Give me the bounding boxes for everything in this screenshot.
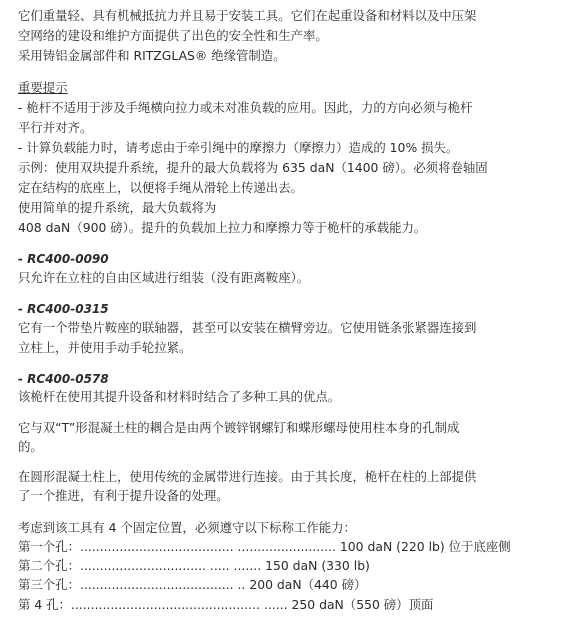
paragraph-1-line-2: 的。 [18,439,43,454]
important-line-7: 408 daN（900 磅）。提升的负载加上拉力和摩擦力等于桅杆的承载能力。 [18,220,427,235]
capacity-row-2: 第二个孔：................................ ..... ....... 150 daN (330 lb) [18,558,370,573]
capacity-row-3: 第三个孔：....................................... .. 200 daN（440 磅） [18,577,367,592]
intro-line-3: 采用铸铝金属部件和 RITZGLAS® 绝缘管制造。 [18,48,286,63]
important-line-1: - 桅杆不适用于涉及手绳横向拉力或未对准负载的应用。因此，力的方向必须与桅杆 [18,100,473,115]
model-0578-line-1: 该桅杆在使用其提升设备和材料时结合了多种工具的优点。 [18,389,341,404]
capacity-intro: 考虑到该工具有 4 个固定位置，必须遵守以下标称工作能力： [18,520,356,535]
important-line-2: 平行并对齐。 [18,120,93,135]
model-0315-line-2: 立柱上，并使用手动手轮拉紧。 [18,340,192,355]
important-heading: 重要提示 [18,80,68,95]
important-line-4: 示例：使用双块提升系统，提升的最大负载将为 635 daN（1400 磅）。必须将卷轴固 [18,160,488,175]
intro-line-1: 它们重量轻、具有机械抵抗力并且易于安装工具。它们在起重设备和材料以及中压架 [18,8,477,23]
capacity-row-1: 第一个孔：....................................... ......................... 100 daN (220 lb) 位于底座侧 [18,539,511,554]
model-code-0090: - RC400-0090 [18,252,109,266]
important-line-6: 使用简单的提升系统，最大负载将为 [18,200,217,215]
model-0315-line-1: 它有一个带垫片鞍座的联轴器，甚至可以安装在横臂旁边。它使用链条张紧器连接到 [18,320,477,335]
paragraph-2-line-2: 了一个推进，有利于提升设备的处理。 [18,488,229,503]
model-0090-line-1: 只允许在立柱的自由区域进行组装（没有距离鞍座）。 [18,270,310,285]
important-line-3: - 计算负载能力时，请考虑由于牵引绳中的摩擦力（摩擦力）造成的 10% 损失。 [18,140,459,155]
important-line-5: 定在结构的底座上，以便将手绳从滑轮上传递出去。 [18,180,303,195]
paragraph-1-line-1: 它与双“T”形混凝土柱的耦合是由两个镀锌钢螺钉和蝶形螺母使用柱本身的孔制成 [18,420,460,435]
capacity-row-4: 第 4 孔：................................................ ...... 250 daN（550 磅）顶面 [18,597,434,612]
model-code-0315: - RC400-0315 [18,302,109,316]
model-code-0578: - RC400-0578 [18,372,109,386]
paragraph-2-line-1: 在圆形混凝土柱上，使用传统的金属带进行连接。由于其长度，桅杆在柱的上部提供 [18,469,477,484]
intro-line-2: 空网络的建设和维护方面提供了出色的安全性和生产率。 [18,28,328,43]
